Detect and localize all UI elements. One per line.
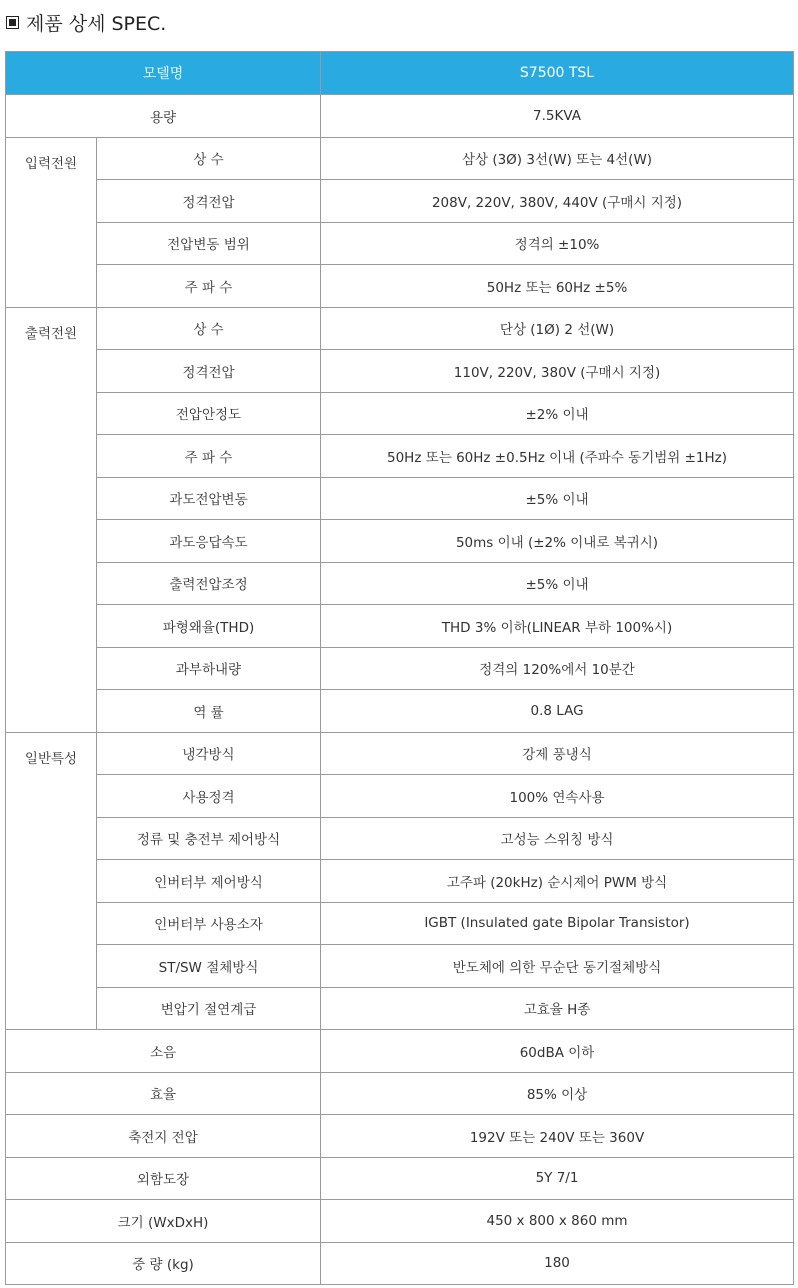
spec-value: 고주파 (20kHz) 순시제어 PWM 방식 bbox=[321, 860, 794, 903]
spec-label: 인버터부 제어방식 bbox=[97, 860, 321, 903]
spec-value: 50Hz 또는 60Hz ±0.5Hz 이내 (주파수 동기범위 ±1Hz) bbox=[321, 435, 794, 478]
spec-value: 정격의 120%에서 10분간 bbox=[321, 647, 794, 690]
table-row bbox=[6, 1115, 794, 1158]
spec-value: 450 x 800 x 860 mm bbox=[321, 1200, 794, 1243]
table-row bbox=[6, 987, 794, 1030]
spec-value: 60dBA 이하 bbox=[321, 1030, 794, 1073]
spec-value: THD 3% 이하(LINEAR 부하 100%시) bbox=[321, 605, 794, 648]
spec-value: 110V, 220V, 380V (구매시 지정) bbox=[321, 350, 794, 393]
table-row bbox=[6, 860, 794, 903]
spec-label: 주 파 수 bbox=[97, 265, 321, 308]
spec-value: ±5% 이내 bbox=[321, 562, 794, 605]
header-model-label: 모델명 bbox=[6, 52, 321, 95]
spec-value: 0.8 LAG bbox=[321, 690, 794, 733]
spec-value: 강제 풍냉식 bbox=[321, 732, 794, 775]
spec-label: 상 수 bbox=[97, 307, 321, 350]
spec-label: 정류 및 충전부 제어방식 bbox=[97, 817, 321, 860]
spec-label: 변압기 절연계급 bbox=[97, 987, 321, 1030]
table-row bbox=[6, 1030, 794, 1073]
spec-value: 단상 (1Ø) 2 선(W) bbox=[321, 307, 794, 350]
table-row bbox=[6, 477, 794, 520]
spec-value: 85% 이상 bbox=[321, 1072, 794, 1115]
spec-value: 5Y 7/1 bbox=[321, 1157, 794, 1200]
table-row bbox=[6, 520, 794, 563]
spec-table bbox=[5, 51, 794, 1285]
table-row bbox=[6, 95, 794, 138]
spec-value: ±2% 이내 bbox=[321, 392, 794, 435]
section-title-text: 제품 상세 SPEC. bbox=[26, 12, 167, 35]
table-row bbox=[6, 902, 794, 945]
spec-value: 100% 연속사용 bbox=[321, 775, 794, 818]
square-bullet-icon bbox=[6, 16, 19, 29]
table-row bbox=[6, 307, 794, 350]
spec-value: 50ms 이내 (±2% 이내로 복귀시) bbox=[321, 520, 794, 563]
spec-label: 역 률 bbox=[97, 690, 321, 733]
spec-value: 반도체에 의한 무순단 동기절체방식 bbox=[321, 945, 794, 988]
table-row bbox=[6, 222, 794, 265]
table-row bbox=[6, 647, 794, 690]
spec-label: 중 량 (kg) bbox=[6, 1242, 321, 1285]
spec-value: ±5% 이내 bbox=[321, 477, 794, 520]
spec-label: 과도응답속도 bbox=[97, 520, 321, 563]
table-row bbox=[6, 1157, 794, 1200]
spec-value: IGBT (Insulated gate Bipolar Transistor) bbox=[321, 902, 794, 945]
table-row bbox=[6, 605, 794, 648]
table-row bbox=[6, 562, 794, 605]
spec-value: 192V 또는 240V 또는 360V bbox=[321, 1115, 794, 1158]
section-title bbox=[6, 8, 166, 36]
spec-label: 과도전압변동 bbox=[97, 477, 321, 520]
table-row bbox=[6, 137, 794, 180]
table-row bbox=[6, 1200, 794, 1243]
spec-label: 전압변동 범위 bbox=[97, 222, 321, 265]
table-row bbox=[6, 945, 794, 988]
spec-value: 고효율 H종 bbox=[321, 987, 794, 1030]
table-row bbox=[6, 1072, 794, 1115]
spec-label: 정격전압 bbox=[97, 180, 321, 223]
table-row bbox=[6, 817, 794, 860]
spec-label: 크기 (WxDxH) bbox=[6, 1200, 321, 1243]
spec-value: 50Hz 또는 60Hz ±5% bbox=[321, 265, 794, 308]
group-label-input: 입력전원 bbox=[6, 137, 97, 307]
spec-value: 180 bbox=[321, 1242, 794, 1285]
spec-value: 고성능 스위칭 방식 bbox=[321, 817, 794, 860]
spec-label: 정격전압 bbox=[97, 350, 321, 393]
spec-value: 208V, 220V, 380V, 440V (구매시 지정) bbox=[321, 180, 794, 223]
spec-label: 파형왜율(THD) bbox=[97, 605, 321, 648]
table-row bbox=[6, 690, 794, 733]
table-row bbox=[6, 435, 794, 478]
spec-label: 출력전압조정 bbox=[97, 562, 321, 605]
table-row bbox=[6, 350, 794, 393]
spec-label: 효율 bbox=[6, 1072, 321, 1115]
group-label-general: 일반특성 bbox=[6, 732, 97, 1030]
table-row bbox=[6, 1242, 794, 1285]
spec-label: 상 수 bbox=[97, 137, 321, 180]
spec-label: 축전지 전압 bbox=[6, 1115, 321, 1158]
group-label-output: 출력전원 bbox=[6, 307, 97, 732]
table-row bbox=[6, 265, 794, 308]
spec-label: 전압안정도 bbox=[97, 392, 321, 435]
spec-value: 7.5KVA bbox=[321, 95, 794, 138]
table-header-row bbox=[6, 52, 794, 95]
table-row bbox=[6, 392, 794, 435]
spec-value: 정격의 ±10% bbox=[321, 222, 794, 265]
spec-value: 삼상 (3Ø) 3선(W) 또는 4선(W) bbox=[321, 137, 794, 180]
spec-label: 인버터부 사용소자 bbox=[97, 902, 321, 945]
spec-label: 용량 bbox=[6, 95, 321, 138]
spec-label: 사용정격 bbox=[97, 775, 321, 818]
spec-label: ST/SW 절체방식 bbox=[97, 945, 321, 988]
spec-label: 과부하내량 bbox=[97, 647, 321, 690]
spec-label: 냉각방식 bbox=[97, 732, 321, 775]
spec-label: 주 파 수 bbox=[97, 435, 321, 478]
header-model-value: S7500 TSL bbox=[321, 52, 794, 95]
spec-label: 외함도장 bbox=[6, 1157, 321, 1200]
table-row bbox=[6, 732, 794, 775]
table-row bbox=[6, 775, 794, 818]
spec-label: 소음 bbox=[6, 1030, 321, 1073]
table-row bbox=[6, 180, 794, 223]
